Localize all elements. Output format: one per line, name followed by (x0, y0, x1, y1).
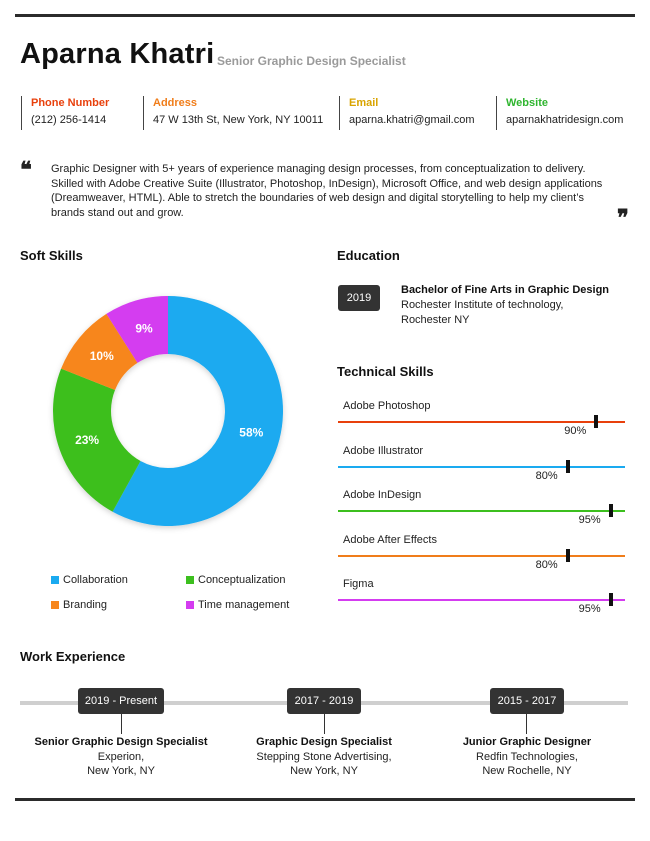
soft-skills-donut-chart (18, 261, 318, 561)
contact-phone-label: Phone Number (31, 97, 110, 109)
skill-name: Figma (343, 578, 374, 590)
donut-data-label: 9% (135, 321, 153, 336)
skill-percent-label: 80% (535, 469, 558, 482)
timeline-connector (121, 714, 122, 734)
job-role: Junior Graphic Designer (462, 736, 592, 748)
donut-data-label: 23% (75, 433, 100, 448)
person-name: Aparna Khatri (20, 38, 215, 70)
contact-address-label: Address (153, 97, 198, 109)
timeline-period-badge: 2019 - Present (78, 688, 164, 714)
skill-level-bar (338, 421, 625, 423)
legend-label: Collaboration (63, 574, 128, 586)
job-location: New York, NY (290, 765, 358, 777)
skill-name: Adobe InDesign (343, 489, 422, 501)
contact-email-label: Email (349, 97, 379, 109)
technical-skills-title: Technical Skills (337, 364, 434, 379)
legend-swatch (186, 576, 194, 584)
contact-address (143, 96, 323, 130)
legend-label: Time management (198, 599, 290, 611)
open-quote-icon: ❝ (20, 157, 32, 183)
contact-website-label: Website (506, 97, 548, 109)
legend-label: Conceptualization (198, 574, 286, 586)
job-entry (407, 735, 647, 779)
job-location: New Rochelle, NY (482, 765, 572, 777)
skill-level-marker (594, 415, 598, 428)
job-company: Redfin Technologies, (476, 750, 578, 763)
skill-level-bar (338, 555, 625, 557)
soft-skills-title: Soft Skills (20, 248, 83, 263)
education-school-location: Rochester NY (401, 314, 470, 326)
skill-percent-label: 95% (578, 514, 601, 526)
education-school (401, 298, 601, 328)
job-company: Stepping Stone Advertising, (256, 750, 392, 763)
contact-email-value[interactable]: aparna.khatri@gmail.com (349, 114, 475, 126)
legend-item-branding (51, 599, 107, 611)
job-company: Experion, (97, 750, 145, 763)
job-role: Senior Graphic Design Specialist (34, 736, 208, 748)
top-rule (15, 14, 635, 17)
contact-address-value: 47 W 13th St, New York, NY 10011 (153, 114, 324, 126)
skill-name: Adobe Photoshop (343, 400, 431, 412)
education-year-badge: 2019 (338, 285, 380, 311)
timeline-period-badge: 2017 - 2019 (287, 688, 361, 714)
job-location: New York, NY (87, 765, 155, 777)
contact-website-value[interactable]: aparnakhatridesign.com (506, 114, 624, 126)
skill-level-bar (338, 510, 625, 512)
skill-name: Adobe After Effects (343, 533, 437, 546)
skill-percent-label: 80% (535, 558, 558, 571)
contact-phone-value[interactable]: (212) 256-1414 (31, 114, 107, 126)
skill-percent-label: 90% (564, 425, 587, 437)
education-degree: Bachelor of Fine Arts in Graphic Design (401, 284, 610, 296)
skill-level-bar (338, 599, 625, 601)
close-quote-icon: ❞ (617, 205, 629, 231)
skill-level-bar (338, 466, 625, 468)
skill-level-marker (566, 549, 570, 562)
legend-swatch (186, 601, 194, 609)
job-role: Graphic Design Specialist (256, 736, 392, 748)
education-title: Education (337, 248, 400, 263)
skill-level-marker (609, 593, 613, 606)
legend-label: Branding (63, 599, 108, 611)
work-experience-title: Work Experience (20, 649, 126, 664)
skill-name: Adobe Illustrator (343, 444, 424, 457)
skill-percent-label: 95% (578, 603, 601, 615)
skill-level-marker (609, 504, 613, 517)
job-title: Senior Graphic Design Specialist (217, 54, 406, 68)
education-school-name: Rochester Institute of technology, (401, 299, 564, 311)
contact-phone (21, 96, 109, 130)
skill-level-marker (566, 460, 570, 473)
legend-swatch (51, 576, 59, 584)
contact-website (496, 96, 623, 130)
bottom-rule (15, 798, 635, 801)
donut-data-label: 58% (239, 425, 264, 440)
timeline-connector (526, 714, 527, 734)
legend-item-conceptualization (186, 574, 285, 586)
legend-item-time-management (186, 599, 289, 611)
legend-item-collaboration (51, 574, 128, 586)
summary-text: Graphic Designer with 5+ years of experience managing design processes, from conceptualization to delivery. Skilled with Adobe Creative Suite (Illustrator, Photoshop, InDesign), Microsoft Office, and web design applications (Dreamweaver, HTML). Able to stretch the boundaries of web design and digital storytelling to help my client’s brands stand out and grow. (51, 163, 603, 219)
timeline-period-badge: 2015 - 2017 (490, 688, 564, 714)
contact-email (339, 96, 475, 130)
legend-swatch (51, 601, 59, 609)
donut-data-label: 10% (89, 349, 114, 364)
timeline-connector (324, 714, 325, 734)
